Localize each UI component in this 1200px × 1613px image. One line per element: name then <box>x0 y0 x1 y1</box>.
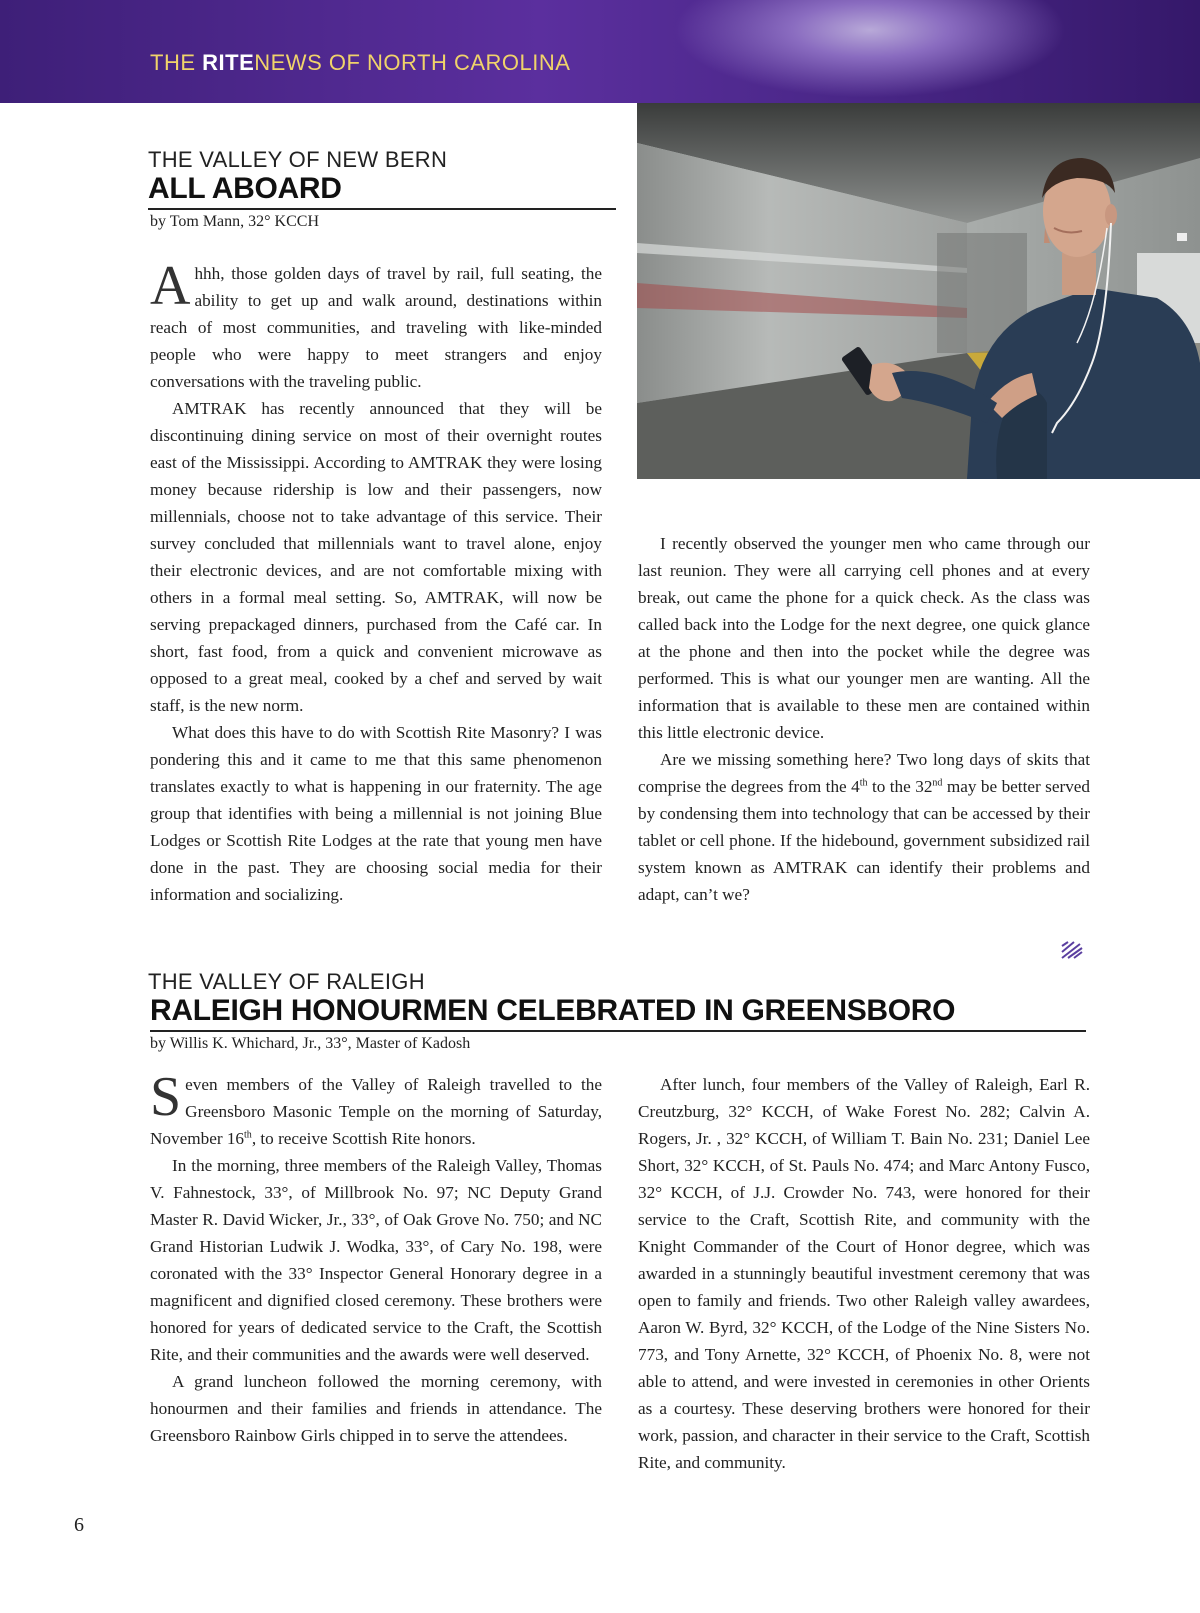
article1-headline: ALL ABOARD <box>148 172 616 210</box>
article1-paragraph-3: What does this have to do with Scottish Rite Masonry? I was pondering this and it came to me that this same phenomenon translates exactly to what is happening in our fraternity. The age group that identifies with being a millennial is not joining Blue Lodges or Scottish Rite Lodges at the rate that young men have done in the past. They are choosing social media for their information and socializing. <box>150 723 602 904</box>
article2-column-left <box>150 1066 602 1449</box>
article1-paragraph-2: AMTRAK has recently announced that they will be discontinuing dining service on most of their overnight routes east of the Mississippi. According to AMTRAK they were losing money because ridership is low and their passengers, now millennials, choose not to take advantage of this service. Their survey concluded that millennials want to travel alone, enjoy their electronic devices, and are not comfortable mixing with others in a formal meal setting. So, AMTRAK, will now be serving prepackaged dinners, purchased from the Café car. In short, fast food, from a quick and convenient microwave as opposed to a great meal, cooked by a chef and served by wait staff, is the new norm. <box>150 399 602 715</box>
article2-paragraph-2: In the morning, three members of the Raleigh Valley, Thomas V. Fahnestock, 33°, of Millbrook No. 97; NC Deputy Grand Master R. David Wicker, Jr., 33°, of Oak Grove No. 750; and NC Grand Historian Ludwik J. Wodka, 33°, of Cary No. 198, were coronated with the 33° Inspector General Honorary degree in a magnificent and dignified closed ceremony. These brothers were honored for years of dedicated service to the Craft, the Scottish Rite, and their communities and the awards were well deserved. <box>150 1156 602 1364</box>
article1-paragraph-1: Ahhh, those golden days of travel by rail, full seating, the ability to get up and walk around, destinations within reach of most communities, and traveling with like-minded people who were happy to meet strangers and enjoy conversations with the traveling public. <box>150 255 602 391</box>
page-number: 6 <box>74 1514 84 1536</box>
article2-column-right <box>638 1071 1090 1476</box>
end-of-article-icon <box>1060 940 1084 960</box>
article1-paragraph-4: I recently observed the younger men who came through our last reunion. They were all carrying cell phones and at every break, out came the phone for a quick check. As the class was called back into the Lodge for the next degree, one quick glance at the phone and then into the pocket while the degree was performed. This is what our younger men are wanting. All the information that is available to these men are contained within this little electronic device. <box>638 534 1090 742</box>
publication-title: THE RITENEWS OF NORTH CAROLINA <box>150 50 571 75</box>
header-banner <box>0 0 1200 103</box>
subway-platform-photo <box>637 103 1200 479</box>
article2-kicker: THE VALLEY OF RALEIGH <box>148 969 425 994</box>
article1-column-left <box>150 255 602 908</box>
article2-dropcap: S <box>150 1066 182 1128</box>
article1-paragraph-5: Are we missing something here? Two long days of skits that comprise the degrees from the 4th to the 32nd may be better served by condensing them into technology that can be accessed by their tablet or cell phone. If the hidebound, government subsidized rail system known as AMTRAK can identify their problems and adapt, can’t we? <box>638 750 1091 904</box>
article2-paragraph-1: Seven members of the Valley of Raleigh travelled to the Greensboro Masonic Temple on the morning of Saturday, November 16th, to receive Scottish Rite honors. <box>150 1066 602 1148</box>
article2-byline: by Willis K. Whichard, Jr., 33°, Master of Kadosh <box>150 1035 471 1052</box>
article2-headline: RALEIGH HONOURMEN CELEBRATED IN GREENSBORO <box>150 994 1086 1032</box>
article2-paragraph-4: After lunch, four members of the Valley of Raleigh, Earl R. Creutzburg, 32° KCCH, of Wake Forest No. 282; Calvin A. Rogers, Jr. , 32° KCCH, of William T. Bain No. 231; Daniel Lee Short, 32° KCCH, of St. Pauls No. 474; and Marc Antony Fusco, 32° KCCH, of J.J. Crowder No. 743, were honored for their service to the Craft, Scottish Rite, and community with the Knight Commander of the Court of Honor degree, which was awarded in a stunningly beautiful investment ceremony that was open to family and friends. Two other Raleigh valley awardees, Aaron W. Byrd, 32° KCCH, of the Lodge of the Nine Sisters No. 773, and Tony Arnette, 32° KCCH, of Phoenix No. 8, were not able to attend, and were invested in ceremonies in other Orients as a courtesy. These deserving brothers were honored for their work, passion, and character in their service to the Craft, Scottish Rite, and community. <box>638 1075 1090 1472</box>
article1-kicker: THE VALLEY OF NEW BERN <box>148 147 448 172</box>
article1-dropcap: A <box>150 255 191 317</box>
article2-paragraph-3: A grand luncheon followed the morning ceremony, with honourmen and their families and friends in attendance. The Greensboro Rainbow Girls chipped in to serve the attendees. <box>150 1372 602 1445</box>
article1-byline: by Tom Mann, 32° KCCH <box>150 213 319 230</box>
article1-column-right <box>638 530 1090 908</box>
